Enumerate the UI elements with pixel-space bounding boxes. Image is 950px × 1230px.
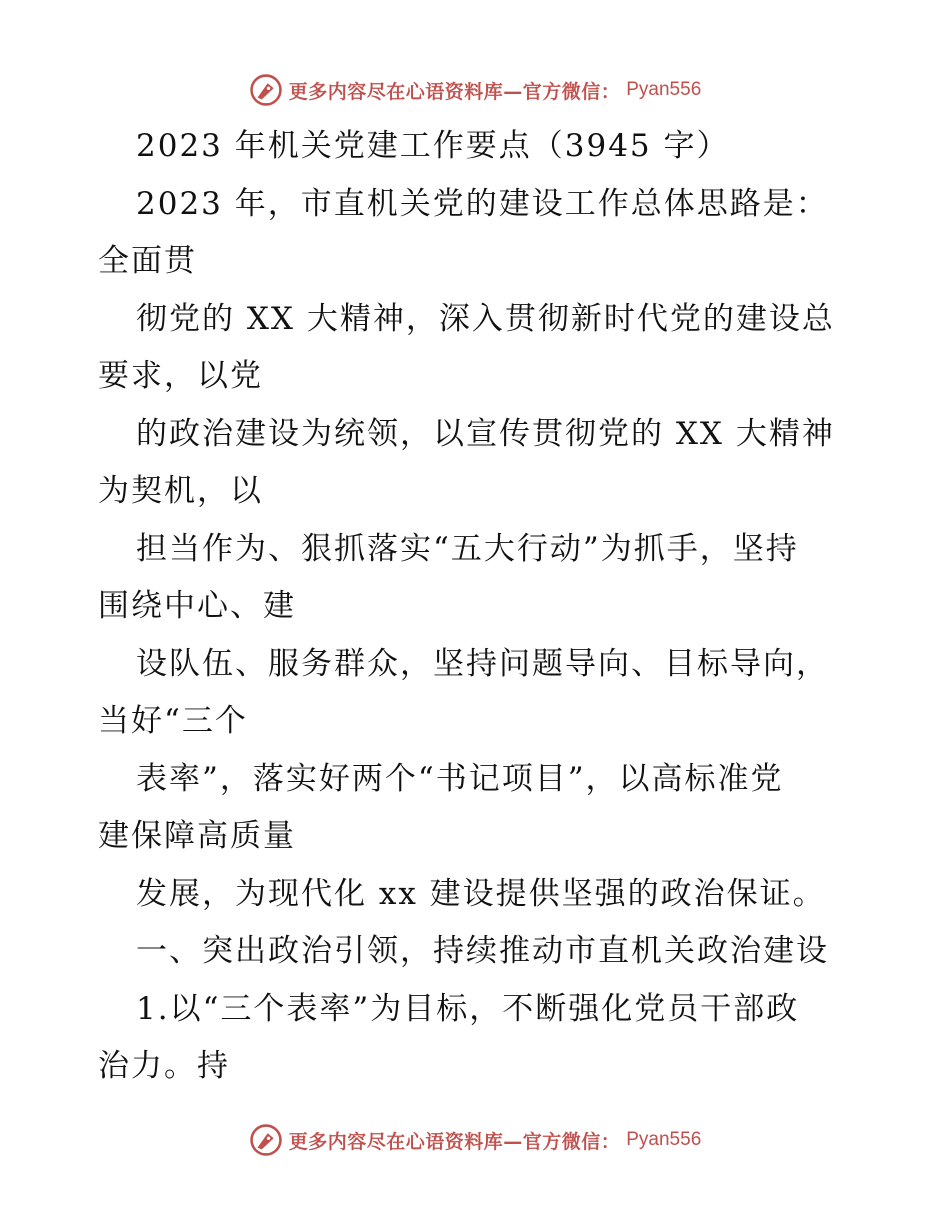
footer-watermark-banner (0, 1120, 950, 1160)
text-line: 要求，以党 (98, 358, 263, 394)
header-watermark-banner (0, 70, 950, 110)
text-line: 建保障高质量 (98, 818, 296, 854)
text-line: 的政治建设为统领，以宣传贯彻党的 XX 大精神 (136, 415, 835, 452)
text-line: 2023 年机关党建工作要点（3945 字） (136, 128, 730, 164)
pen-nib-logo-icon (249, 73, 283, 107)
text-line: 2023 年，市直机关党的建设工作总体思路是： (136, 185, 829, 222)
text-line: 治力。持 (98, 1048, 230, 1084)
document-body (98, 118, 858, 1096)
banner-wechat-id: Pyan556 (626, 79, 702, 100)
pen-nib-logo-icon (249, 1123, 283, 1157)
text-line: 设队伍、服务群众，坚持问题导向、目标导向， (136, 645, 829, 682)
text-line: 一、突出政治引领，持续推动市直机关政治建设 (136, 933, 829, 969)
text-line: 全面贯 (98, 243, 197, 279)
text-line: 发展，为现代化 xx 建设提供坚强的政治保证。 (136, 875, 826, 912)
banner-text: 更多内容尽在心语资料库—官方微信： (288, 80, 621, 103)
text-line: 围绕中心、建 (98, 588, 296, 624)
text-line: 表率”，落实好两个“书记项目”，以高标准党 (136, 760, 784, 797)
text-line: 担当作为、狠抓落实“五大行动”为抓手，坚持 (136, 530, 799, 567)
text-line: 为契机，以 (98, 473, 263, 509)
banner-wechat-id: Pyan556 (626, 1129, 702, 1150)
text-line: 当好“三个 (98, 703, 248, 739)
text-line: 彻党的 XX 大精神，深入贯彻新时代党的建设总 (136, 300, 835, 337)
banner-text: 更多内容尽在心语资料库—官方微信： (288, 1130, 621, 1153)
text-line: 1.以“三个表率”为目标，不断强化党员干部政 (136, 990, 800, 1027)
